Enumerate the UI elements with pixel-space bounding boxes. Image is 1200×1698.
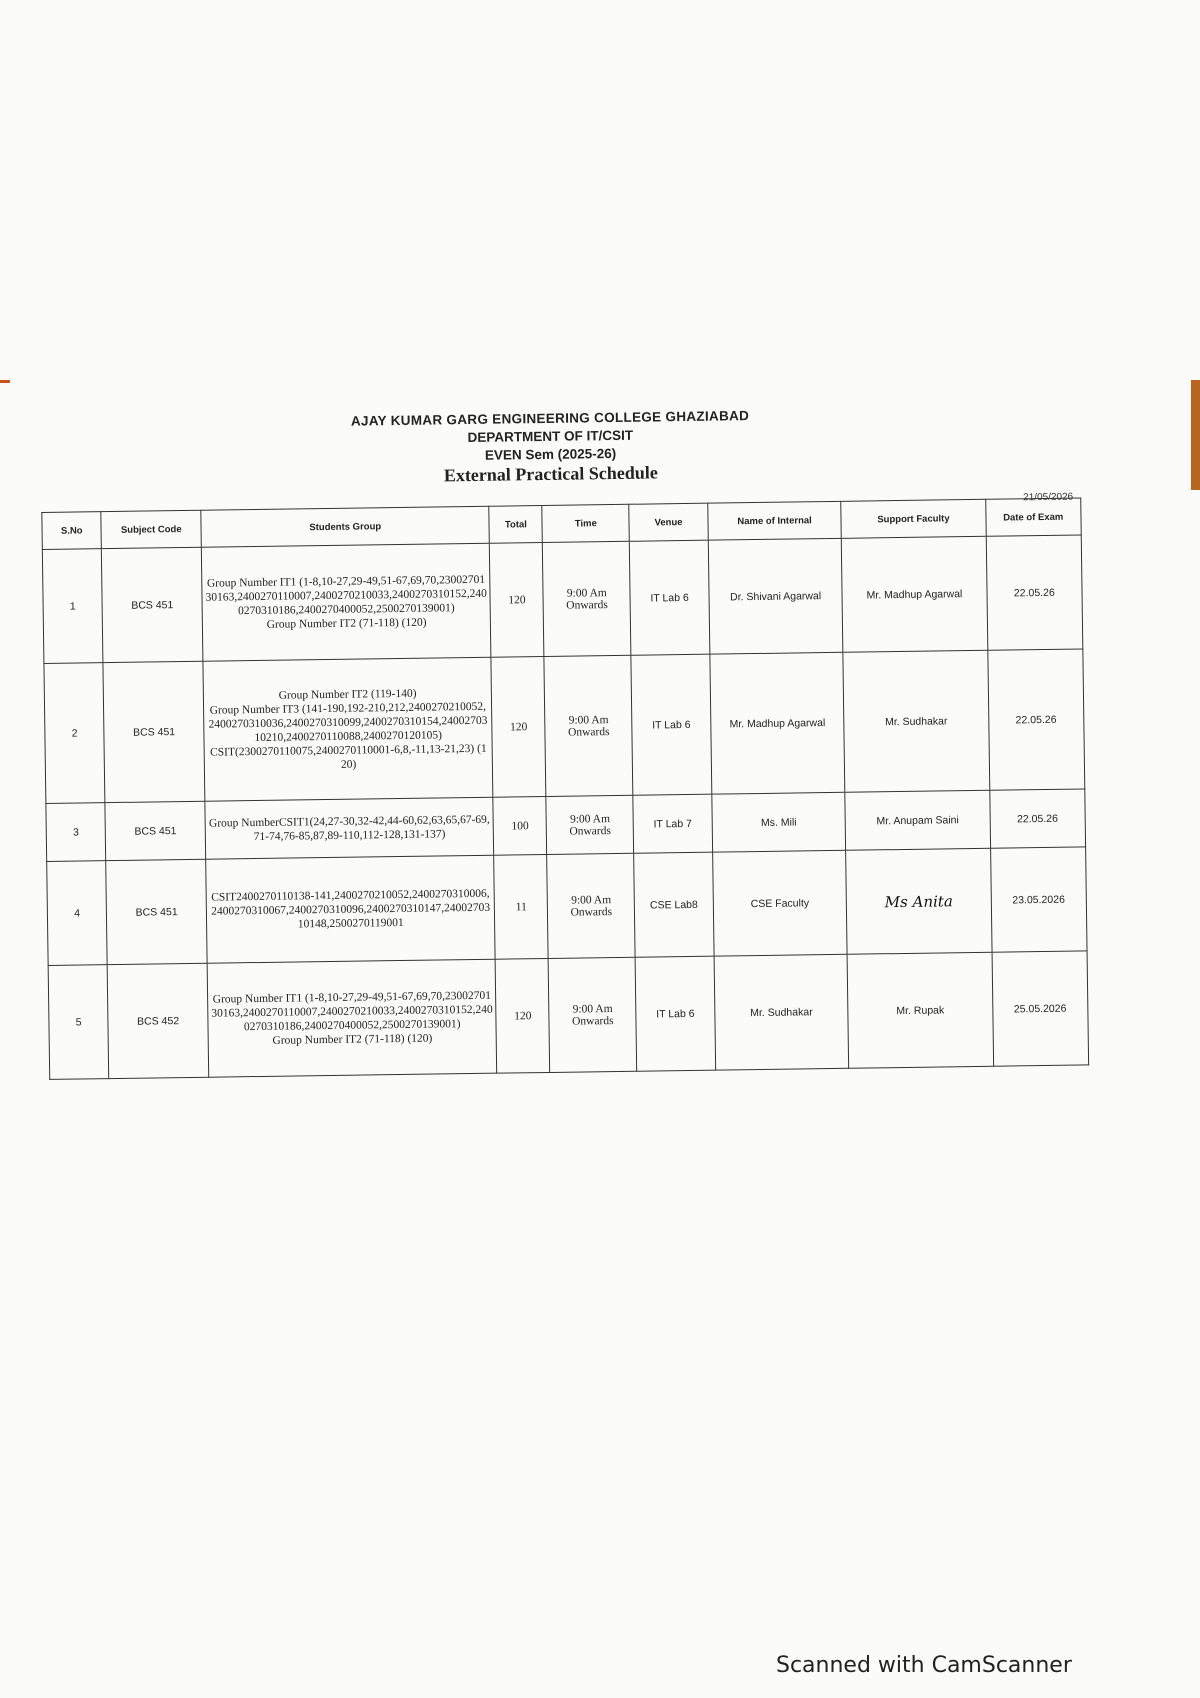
students-group <box>205 797 494 859</box>
time-line: 9:00 Am <box>572 1002 613 1016</box>
students-group <box>207 959 497 1077</box>
support-faculty: Mr. Sudhakar <box>843 650 989 792</box>
support-faculty: Mr. Anupam Saini <box>845 790 990 850</box>
college-name: AJAY KUMAR GARG ENGINEERING COLLEGE GHAZIABAD <box>350 408 750 429</box>
time-line: 9:00 Am <box>566 586 607 600</box>
schedule-document <box>40 403 1089 1079</box>
internal-examiner: Ms. Mili <box>712 792 846 852</box>
column-header: Total <box>489 505 543 543</box>
exam-time <box>543 541 632 656</box>
subject-code: BCS 451 <box>103 661 205 802</box>
group-line: Group Number IT2 (119-140) <box>278 687 417 702</box>
table-row <box>47 847 1087 965</box>
semester: EVEN Sem (2025-26) <box>484 445 617 463</box>
time-line: 9:00 Am <box>568 713 609 727</box>
group-line: Group Number IT1 (1-8,10-27,29-49,51-67,69,70,2300270130163,2400270110007,2400270210033,2400270310152,2400270310186,2400270400052,2500270139001) <box>205 573 487 617</box>
total-count: 11 <box>494 854 548 959</box>
time-line: Onwards <box>571 1014 614 1028</box>
subject-code: BCS 451 <box>105 801 205 860</box>
serial-number: 4 <box>47 861 108 966</box>
serial-number: 1 <box>42 549 103 664</box>
time-line: Onwards <box>569 824 612 838</box>
venue: IT Lab 7 <box>633 794 712 853</box>
time-line: Onwards <box>566 598 608 612</box>
department-name: DEPARTMENT OF IT/CSIT <box>467 427 634 446</box>
exam-time <box>548 957 637 1072</box>
column-header: Date of Exam <box>985 498 1081 536</box>
document-header <box>300 407 801 488</box>
total-count: 100 <box>493 796 547 855</box>
venue: IT Lab 6 <box>631 654 711 795</box>
internal-examiner: Mr. Sudhakar <box>714 954 849 1070</box>
group-line: CSIT(2300270110075,2400270110001-6,8,-11,13-21,23) (120) <box>209 742 487 771</box>
group-line: Group NumberCSIT1(24,27-30,32-42,44-60,62,63,65,67-69,71-74,76-85,87,89-110,112-128,131-137) <box>208 813 490 843</box>
column-header: Students Group <box>201 506 490 547</box>
table-row <box>42 535 1082 663</box>
group-line: Group Number IT1 (1-8,10-27,29-49,51-67,69,70,2300270130163,2400270110007,2400270210033,2400270310152,2400270310186,2400270400052,2500270139001) <box>211 989 493 1033</box>
exam-date: 22.05.26 <box>987 649 1084 790</box>
column-header: Venue <box>629 503 708 541</box>
serial-number: 2 <box>44 663 105 804</box>
total-count: 120 <box>491 656 546 797</box>
exam-time <box>546 795 634 854</box>
venue: IT Lab 6 <box>630 540 710 655</box>
venue: IT Lab 6 <box>635 956 715 1071</box>
internal-examiner: CSE Faculty <box>712 850 847 956</box>
support-faculty: Mr. Madhup Agarwal <box>842 536 988 652</box>
column-header: Time <box>542 504 629 542</box>
subject-code: BCS 451 <box>102 547 203 662</box>
support-faculty <box>846 848 992 954</box>
internal-examiner: Dr. Shivani Agarwal <box>708 538 843 654</box>
handwritten-signature: Ms Anita <box>884 891 953 911</box>
students-group <box>203 657 493 801</box>
time-line: Onwards <box>570 905 613 919</box>
time-line: 9:00 Am <box>569 812 611 826</box>
group-line: Group Number IT3 (141-190,192-210,212,2400270210052,2400270310036,2400270310099,2400270310154,2400270310210,2400270110088,2400270120105) <box>208 700 488 744</box>
table-row <box>48 951 1088 1079</box>
support-faculty: Mr. Rupak <box>847 952 993 1068</box>
group-line: CSIT2400270110138-141,2400270210052,2400270310006,2400270310067,2400270310096,2400270310147,2400270310148,2500270119001 <box>211 887 491 930</box>
practical-schedule-table <box>41 497 1089 1079</box>
schedule-title: External Practical Schedule <box>443 462 658 486</box>
column-header: Support Faculty <box>841 499 986 538</box>
exam-date: 25.05.2026 <box>992 951 1089 1066</box>
serial-number: 5 <box>48 965 109 1080</box>
time-line: Onwards <box>567 725 610 739</box>
table-row <box>44 649 1085 803</box>
scan-edge-mark <box>0 380 10 383</box>
internal-examiner: Mr. Madhup Agarwal <box>710 652 846 794</box>
time-line: 9:00 Am <box>571 893 612 907</box>
total-count: 120 <box>490 542 545 657</box>
total-count: 120 <box>495 958 550 1073</box>
venue: CSE Lab8 <box>634 852 714 957</box>
subject-code: BCS 452 <box>107 963 208 1078</box>
group-line: Group Number IT2 (71-118) (120) <box>272 1032 433 1047</box>
exam-time <box>547 853 635 958</box>
exam-date: 22.05.26 <box>986 535 1083 650</box>
exam-date: 22.05.26 <box>989 789 1085 848</box>
column-header: Name of Internal <box>708 501 842 540</box>
document-date: 21/05/2026 <box>1023 491 1074 504</box>
column-header: S.No <box>42 512 102 550</box>
students-group <box>201 543 491 661</box>
exam-date: 23.05.2026 <box>990 847 1087 952</box>
exam-time <box>544 655 633 796</box>
subject-code: BCS 451 <box>106 859 207 964</box>
scan-edge-mark <box>1191 380 1200 490</box>
scanner-watermark: Scanned with CamScanner <box>776 1653 1072 1678</box>
serial-number: 3 <box>46 803 106 862</box>
column-header: Subject Code <box>101 510 201 548</box>
students-group <box>206 855 496 963</box>
group-line: Group Number IT2 (71-118) (120) <box>266 616 427 631</box>
